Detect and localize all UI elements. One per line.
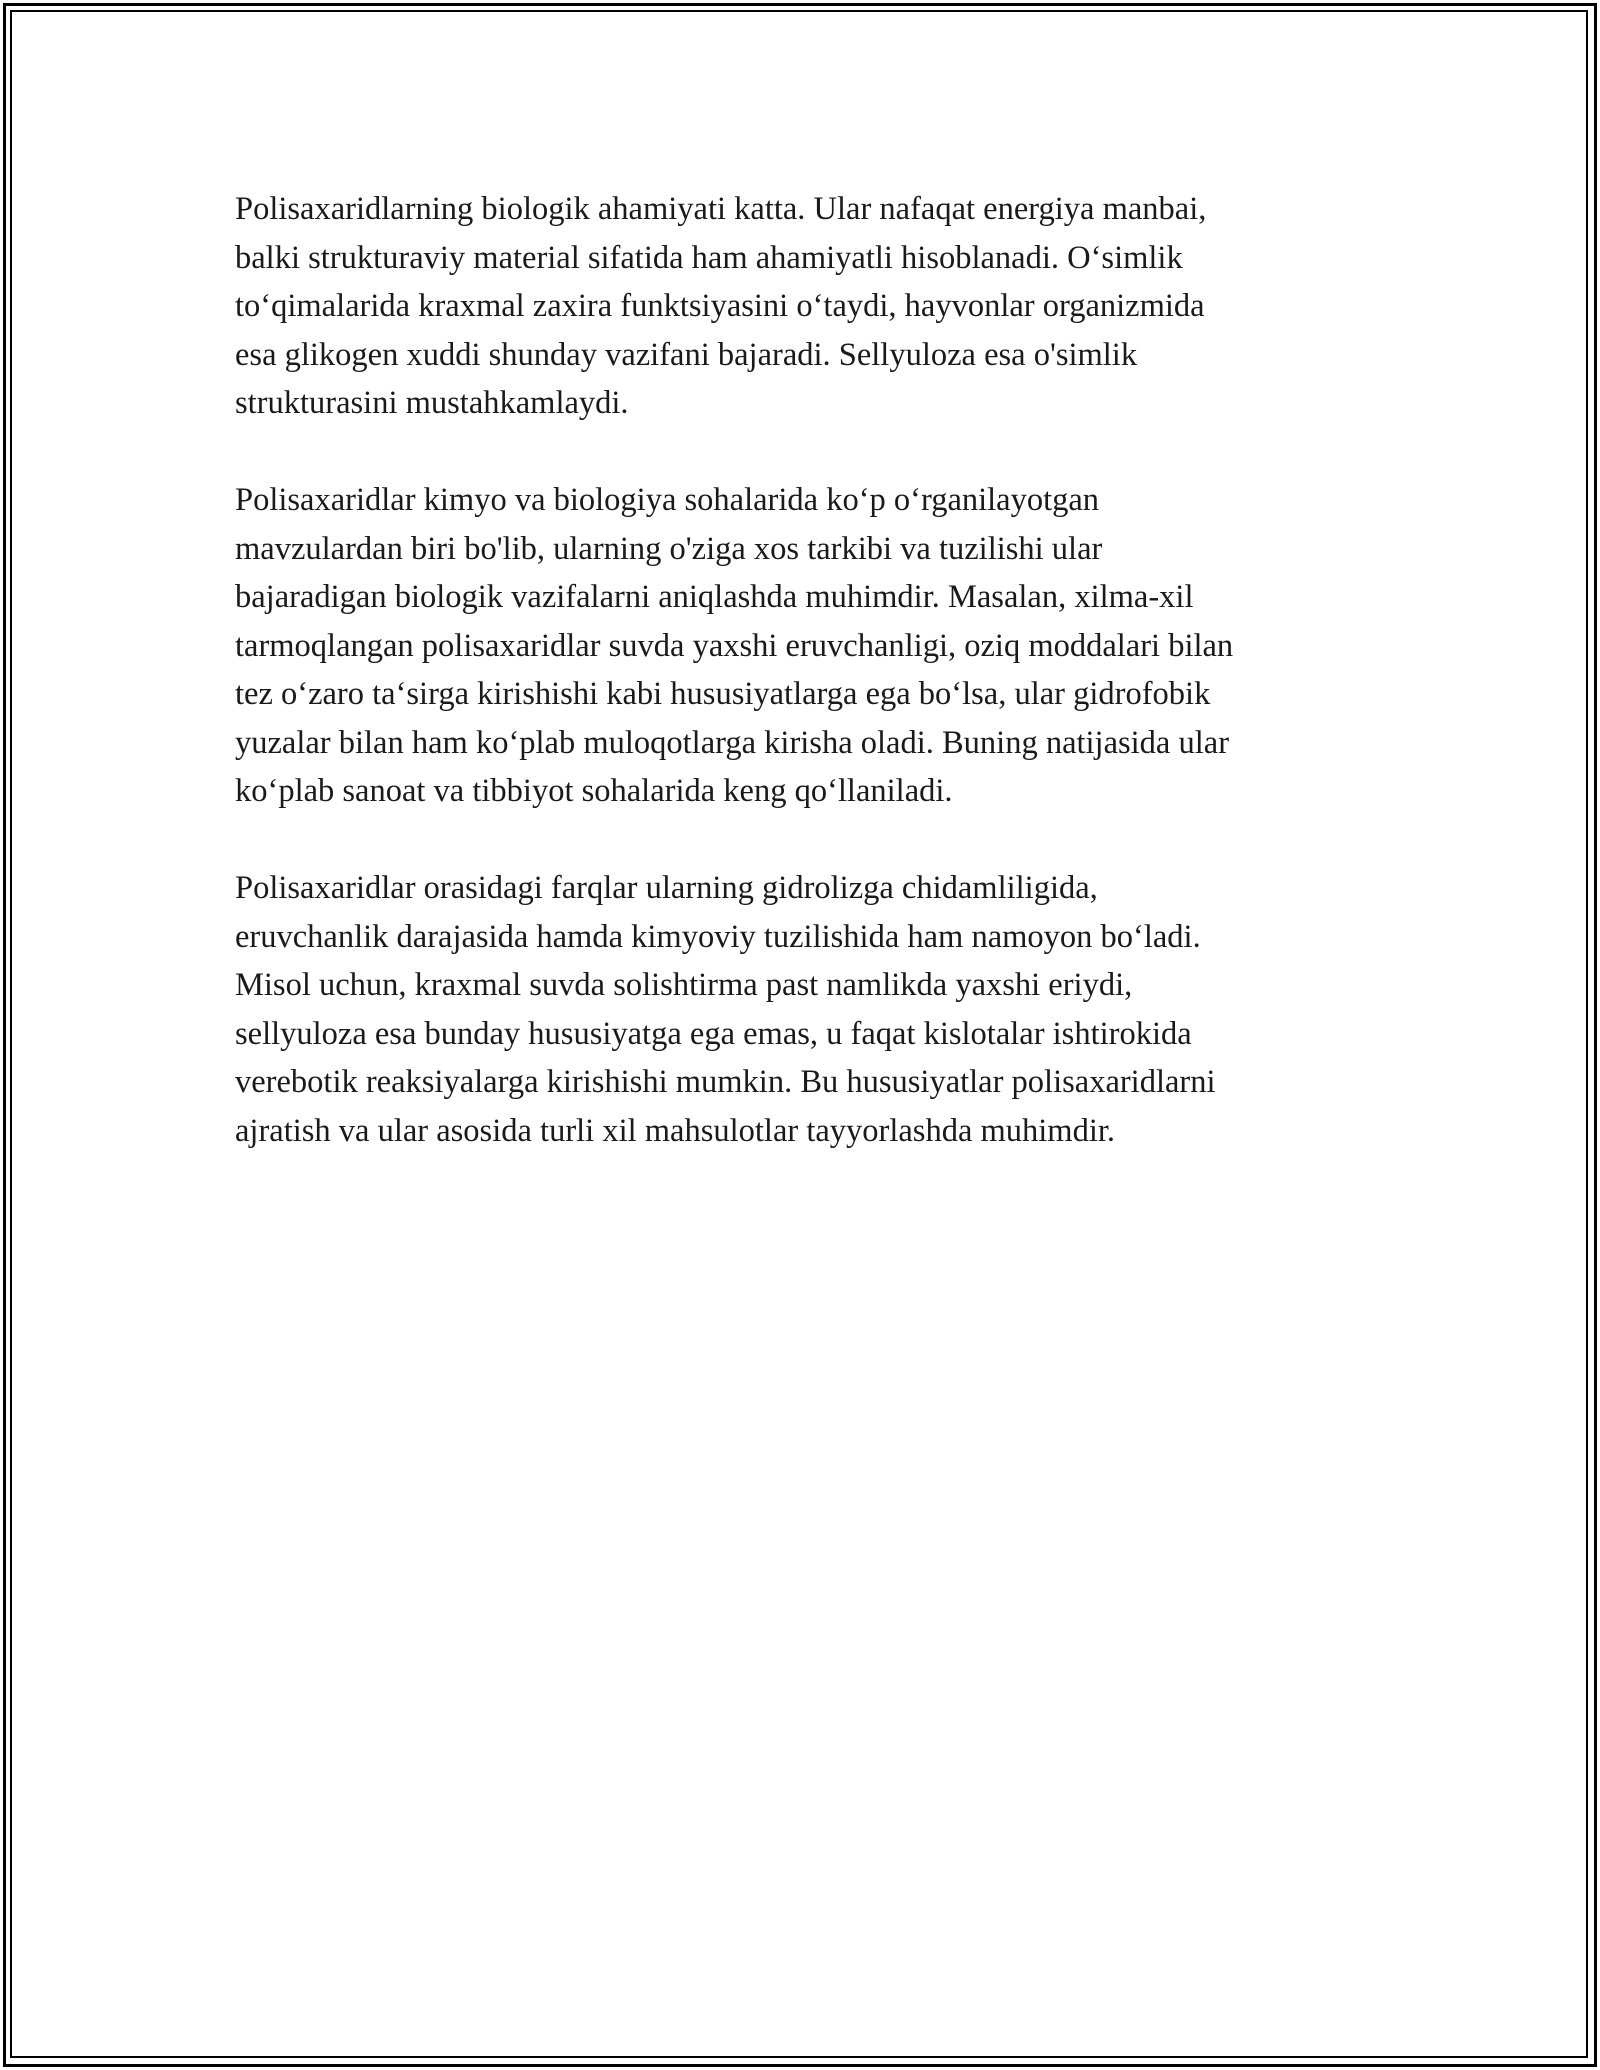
document-body xyxy=(235,185,1385,1204)
paragraph-2: Polisaxaridlar kimyo va biologiya sohalarida ko‘p o‘rganilayotgan mavzulardan biri bo'lib, ularning o'ziga xos tarkibi va tuzilishi ular bajaradigan biologik vazifalarni aniqlashda muhimdir. Masalan, xilma-xil tarmoqlangan polisaxaridlar suvda yaxshi eruvchanligi, oziq moddalari bilan tez o‘zaro ta‘sirga kirishishi kabi hususiyatlarga ega bo‘lsa, ular gidrofobik yuzalar bilan ham ko‘plab muloqotlarga kirisha oladi. Buning natijasida ular ko‘plab sanoat va tibbiyot sohalarida keng qo‘llaniladi. xyxy=(235,482,1234,809)
paragraph-3: Polisaxaridlar orasidagi farqlar ularning gidrolizga chidamliligida, eruvchanlik darajasida hamda kimyoviy tuzilishida ham namoyon bo‘ladi. Misol uchun, kraxmal suvda solishtirma past namlikda yaxshi eriydi, sellyuloza esa bunday hususiyatga ega emas, u faqat kislotalar ishtirokida verebotik reaksiyalarga kirishishi mumkin. Bu hususiyatlar polisaxaridlarni ajratish va ular asosida turli xil mahsulotlar tayyorlashda muhimdir. xyxy=(235,870,1216,1149)
paragraph-1: Polisaxaridlarning biologik ahamiyati katta. Ular nafaqat energiya manbai, balki strukturaviy material sifatida ham ahamiyatli hisoblanadi. O‘simlik to‘qimalarida kraxmal zaxira funktsiyasini o‘taydi, hayvonlar organizmida esa glikogen xuddi shunday vazifani bajaradi. Sellyuloza esa o'simlik strukturasini mustahkamlaydi. xyxy=(235,191,1207,421)
